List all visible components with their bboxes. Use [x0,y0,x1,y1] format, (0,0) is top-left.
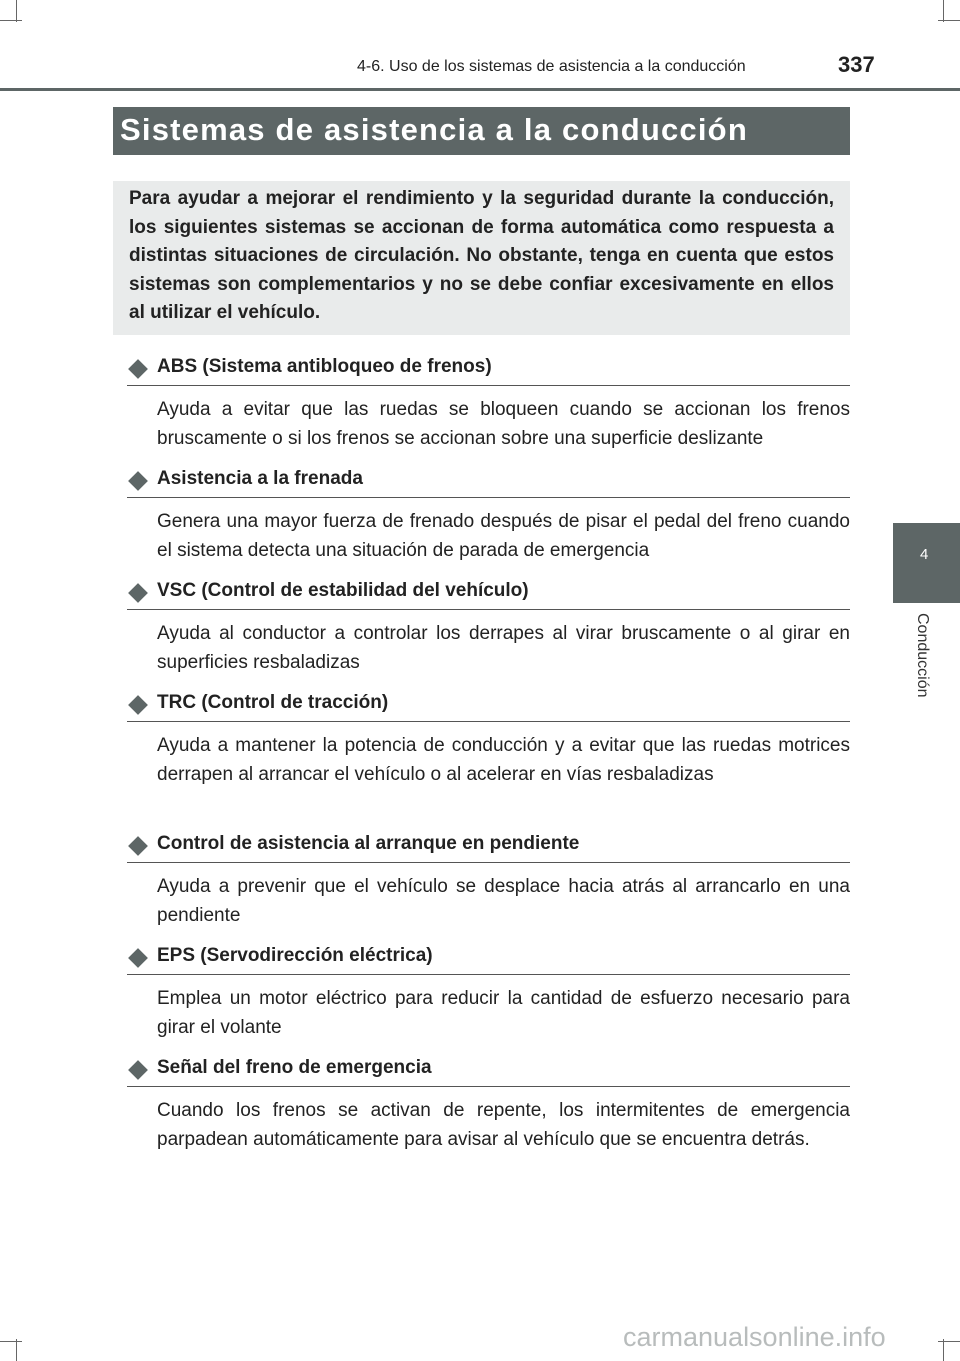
section-heading: ABS (Sistema antibloqueo de frenos) [157,356,492,377]
section-heading-row [127,467,850,497]
diamond-bullet-icon [128,1060,148,1080]
crop-mark [16,0,17,22]
section-hill-start [127,832,850,930]
section-brake-assist [127,467,850,565]
heading-rule [127,862,850,863]
section-heading-row [127,944,850,974]
section-body: Emplea un motor eléctrico para reducir la cantidad de esfuerzo necesario para girar el volante [157,988,850,1038]
heading-rule [127,974,850,975]
section-heading: Señal del freno de emergencia [157,1057,432,1078]
section-body: Ayuda a prevenir que el vehículo se desplace hacia atrás al arrancarlo en una pendiente [157,876,850,926]
heading-rule [127,385,850,386]
section-heading: VSC (Control de estabilidad del vehículo) [157,580,529,601]
crop-mark [938,20,960,21]
section-body: Ayuda al conductor a controlar los derrapes al virar bruscamente o al girar en superficies resbaladizas [157,623,850,673]
section-eps [127,944,850,1042]
section-heading: Asistencia a la frenada [157,468,363,489]
intro-box [113,181,850,335]
section-heading-row [127,691,850,721]
diamond-bullet-icon [128,583,148,603]
chapter-label: Conducción [914,613,931,698]
diamond-bullet-icon [128,948,148,968]
section-heading-row [127,832,850,862]
section-heading: EPS (Servodirección eléctrica) [157,945,433,966]
section-heading-row [127,355,850,385]
crop-mark [943,1339,944,1361]
intro-text: Para ayudar a mejorar el rendimiento y la seguridad durante la conducción, los siguientes sistemas se accionan de forma automática como respuesta a distintas situaciones de circulación. No obstante, tenga en cuenta que estos sistemas son complementarios y no se debe confiar excesivamente en ellos al utilizar el vehículo. [129,188,834,323]
watermark: carmanualsonline.info [623,1322,886,1352]
crop-mark [0,1341,22,1342]
section-abs [127,355,850,453]
section-vsc [127,579,850,677]
chapter-tab [893,523,960,603]
section-heading-row [127,579,850,609]
diamond-bullet-icon [128,836,148,856]
diamond-bullet-icon [128,359,148,379]
chapter-number: 4 [920,546,929,563]
section-heading: TRC (Control de tracción) [157,692,389,713]
crop-mark [0,20,22,21]
page-title: Sistemas de asistencia a la conducción [120,112,748,147]
title-bar [113,107,850,155]
diamond-bullet-icon [128,471,148,491]
section-emergency-brake-signal [127,1056,850,1154]
section-trc [127,691,850,789]
page-number: 337 [838,52,875,77]
crop-mark [943,0,944,22]
crop-mark [938,1341,960,1342]
crop-mark [16,1339,17,1361]
section-heading: Control de asistencia al arranque en pendiente [157,833,580,854]
section-body: Cuando los frenos se activan de repente, los intermitentes de emergencia parpadean automáticamente para avisar al vehículo que se encuentra detrás. [157,1100,850,1150]
header-rule [0,88,960,91]
heading-rule [127,497,850,498]
diamond-bullet-icon [128,695,148,715]
section-body: Ayuda a mantener la potencia de conducción y a evitar que las ruedas motrices derrapen al arrancar el vehículo o al acelerar en vías resbaladizas [157,735,850,785]
running-header: 4-6. Uso de los sistemas de asistencia a la conducción [357,58,746,75]
section-heading-row [127,1056,850,1086]
heading-rule [127,721,850,722]
heading-rule [127,609,850,610]
section-body: Ayuda a evitar que las ruedas se bloqueen cuando se accionan los frenos bruscamente o si los frenos se accionan sobre una superficie deslizante [157,399,850,449]
heading-rule [127,1086,850,1087]
section-body: Genera una mayor fuerza de frenado después de pisar el pedal del freno cuando el sistema detecta una situación de parada de emergencia [157,511,850,561]
